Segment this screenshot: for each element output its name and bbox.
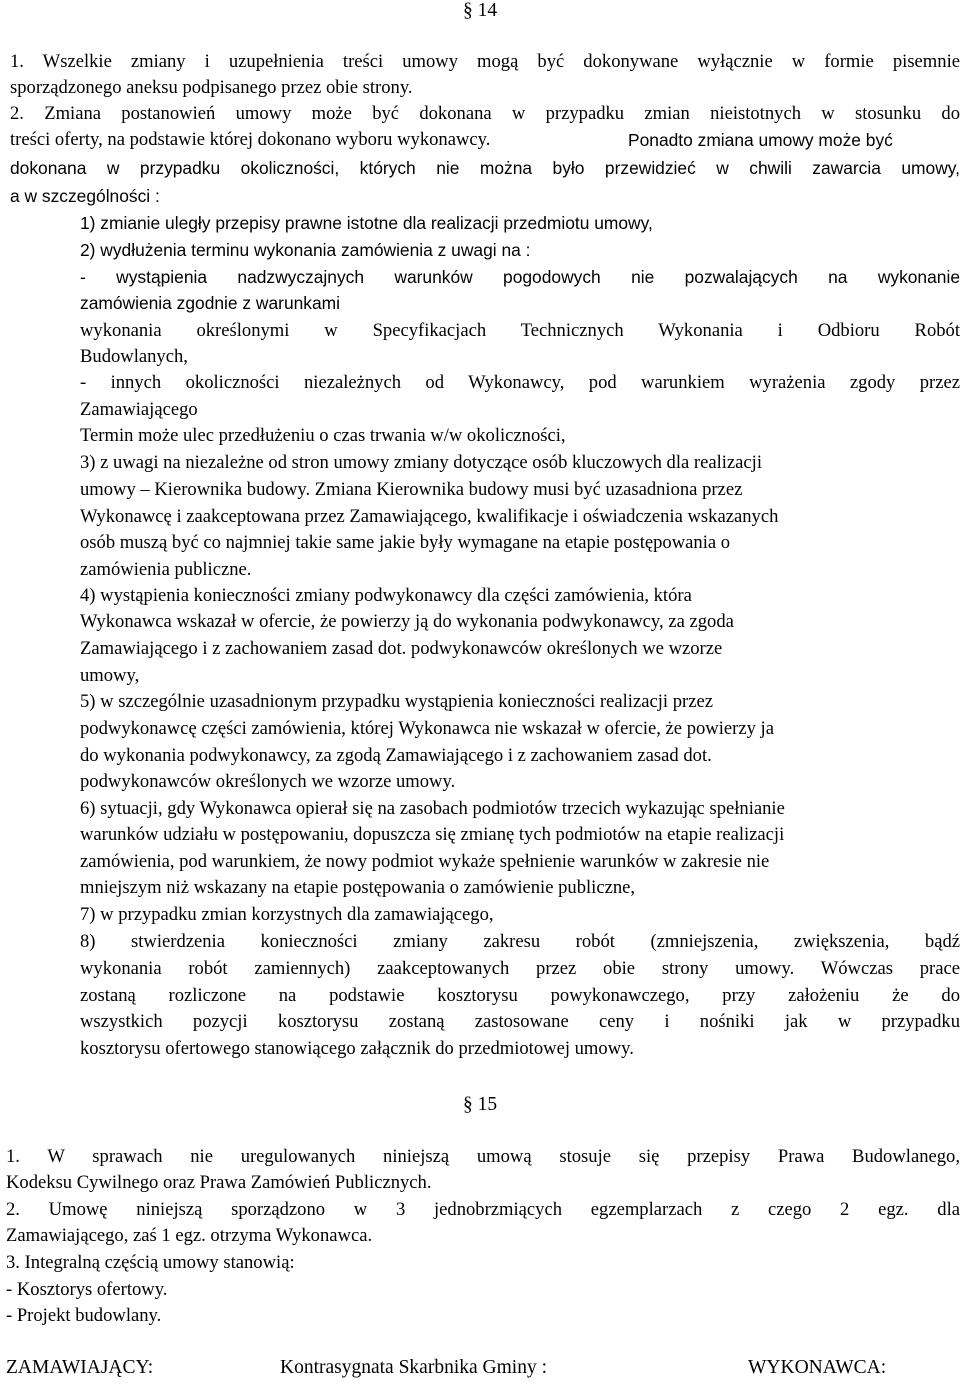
list-item: umowy – Kierownika budowy. Zmiana Kierownika budowy musi być uzasadniona przez [80, 479, 743, 500]
list-item: 5) w szczególnie uzasadnionym przypadku wystąpienia konieczności realizacji przez [80, 691, 713, 712]
paragraph-line: Ponadto zmiana umowy może być [628, 130, 893, 150]
list-item: wykonania robót zamiennych) zaakceptowanych przez obie strony umowy. Wówczas prace [80, 958, 960, 979]
list-item: umowy, [80, 665, 140, 686]
list-item: mniejszym niż wskazany na etapie postępowania o zamówienie publiczne, [80, 877, 636, 898]
list-item: osób muszą być co najmniej takie same jakie były wymagane na etapie postępowania o [80, 532, 731, 553]
list-item: wykonania określonymi w Specyfikacjach Technicznych Wykonania i Odbioru Robót [80, 320, 960, 341]
list-item: 3) z uwagi na niezależne od stron umowy zmiany dotyczące osób kluczowych dla realizacji [80, 452, 763, 473]
list-item: Zamawiającego i z zachowaniem zasad dot. podwykonawców określonych we wzorze [80, 638, 723, 659]
list-item: podwykonawcę części zamówienia, której Wykonawca nie wskazał w ofercie, że powierzy ja [80, 718, 774, 739]
list-item: Termin może ulec przedłużeniu o czas trwania w/w okoliczności, [80, 425, 566, 446]
list-item: Wykonawcę i zaakceptowana przez Zamawiającego, kwalifikacje i oświadczenia wskazanych [80, 506, 779, 527]
list-item: 6) sytuacji, gdy Wykonawca opierał się na zasobach podmiotów trzecich wykazując spełnianie [80, 798, 785, 819]
paragraph-line: Zamawiającego, zaś 1 egz. otrzyma Wykonawca. [6, 1225, 373, 1246]
list-item: podwykonawców określonych we wzorze umowy. [80, 771, 456, 792]
list-item: 7) w przypadku zmian korzystnych dla zamawiającego, [80, 904, 494, 925]
list-item: 1) zmianie uległy przepisy prawne istotne dla realizacji przedmiotu umowy, [80, 213, 653, 233]
signature-wykonawca: WYKONAWCA: [748, 1357, 887, 1378]
list-item: 2) wydłużenia terminu wykonania zamówienia z uwagi na : [80, 240, 531, 260]
paragraph-line: 2. Umowę niniejszą sporządzono w 3 jednobrzmiących egzemplarzach z czego 2 egz. dla [6, 1199, 960, 1220]
paragraph-line: sporządzonego aneksu podpisanego przez obie strony. [10, 77, 413, 98]
list-item: zamówienia, pod warunkiem, że nowy podmiot wykaże spełnienie warunków w zakresie nie [80, 851, 770, 872]
paragraph-line: 2. Zmiana postanowień umowy może być dokonana w przypadku zmian nieistotnych w stosunku do [10, 103, 960, 124]
list-item: Budowlanych, [80, 346, 188, 367]
list-item: warunków udziału w postępowaniu, dopuszcza się zmianę tych podmiotów na etapie realizacji [80, 824, 785, 845]
list-item: wszystkich pozycji kosztorysu zostaną zastosowane ceny i nośniki jak w przypadku [80, 1011, 960, 1032]
section-15-marker: § 15 [463, 1094, 498, 1115]
signature-zamawiajacy: ZAMAWIAJĄCY: [6, 1357, 154, 1378]
list-item: do wykonania podwykonawcy, za zgodą Zamawiającego i z zachowaniem zasad dot. [80, 745, 712, 766]
list-item: kosztorysu ofertowego stanowiącego załącznik do przedmiotowej umowy. [80, 1038, 634, 1059]
section-14-marker: § 14 [463, 0, 498, 21]
signature-skarbnik: Kontrasygnata Skarbnika Gminy : [280, 1357, 547, 1378]
paragraph-line: dokonana w przypadku okoliczności, których nie można było przewidzieć w chwili zawarcia umowy, [10, 158, 960, 178]
list-item: Zamawiającego [80, 399, 198, 420]
list-item: - innych okoliczności niezależnych od Wykonawcy, pod warunkiem wyrażenia zgody przez [80, 372, 960, 393]
paragraph-line: Kodeksu Cywilnego oraz Prawa Zamówień Publicznych. [6, 1172, 432, 1193]
list-item: 4) wystąpienia konieczności zmiany podwykonawcy dla części zamówienia, która [80, 585, 692, 606]
list-item: Wykonawca wskazał w ofercie, że powierzy ją do wykonania podwykonawcy, za zgoda [80, 611, 734, 632]
paragraph-line: 1. W sprawach nie uregulowanych niniejszą umową stosuje się przepisy Prawa Budowlanego, [6, 1146, 960, 1167]
list-item: zamówienia publiczne. [80, 559, 252, 580]
paragraph-line: - Kosztorys ofertowy. [6, 1279, 168, 1300]
list-item: zostaną rozliczone na podstawie kosztorysu powykonawczego, przy założeniu że do [80, 985, 960, 1006]
list-item: 8) stwierdzenia konieczności zmiany zakresu robót (zmniejszenia, zwiększenia, bądź [80, 931, 960, 952]
paragraph-line: a w szczególności : [10, 186, 160, 206]
paragraph-line: 1. Wszelkie zmiany i uzupełnienia treści umowy mogą być dokonywane wyłącznie w formie pisemnie [10, 51, 960, 72]
list-item: - wystąpienia nadzwyczajnych warunków pogodowych nie pozwalających na wykonanie [80, 267, 960, 287]
paragraph-line: treści oferty, na podstawie której dokonano wyboru wykonawcy. [10, 129, 491, 150]
list-item: zamówienia zgodnie z warunkami [80, 293, 341, 313]
paragraph-line: 3. Integralną częścią umowy stanowią: [6, 1252, 295, 1273]
paragraph-line: - Projekt budowlany. [6, 1305, 162, 1326]
